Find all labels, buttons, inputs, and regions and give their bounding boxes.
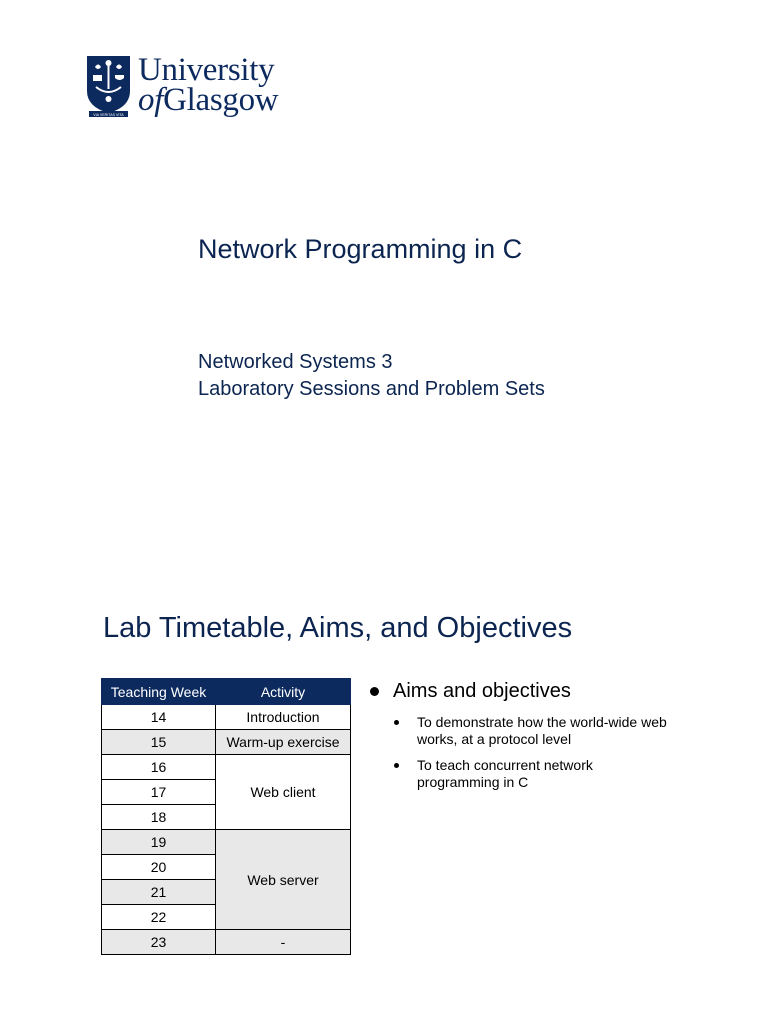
week-cell: 16 — [102, 755, 216, 780]
logo-of: of — [138, 82, 164, 118]
logo-line-2 — [138, 82, 279, 118]
university-crest-icon — [86, 55, 131, 118]
activity-cell: Introduction — [216, 705, 351, 730]
logo-glasgow: Glasgow — [163, 82, 279, 118]
table-row — [102, 930, 351, 955]
week-cell: 21 — [102, 880, 216, 905]
section-title: Lab Timetable, Aims, and Objectives — [103, 612, 573, 644]
week-cell: 18 — [102, 805, 216, 830]
logo-wordmark — [138, 52, 279, 118]
table-row — [102, 730, 351, 755]
week-cell: 20 — [102, 855, 216, 880]
university-logo — [86, 52, 279, 118]
slide-subtitle — [198, 349, 545, 403]
logo-line-1: University — [138, 52, 275, 88]
lab-timetable — [101, 678, 351, 955]
subtitle-line-1: Networked Systems 3 — [198, 351, 393, 373]
bullet-icon — [394, 763, 399, 768]
column-header-week: Teaching Week — [102, 679, 216, 705]
aims-list — [390, 714, 667, 791]
activity-cell: Web client — [216, 755, 351, 830]
list-item — [390, 757, 667, 791]
bullet-icon — [370, 687, 379, 696]
table-row — [102, 830, 351, 855]
bullet-icon — [394, 720, 399, 725]
slide-title: Network Programming in C — [198, 234, 523, 264]
week-cell: 14 — [102, 705, 216, 730]
week-cell: 23 — [102, 930, 216, 955]
aims-heading-text: Aims and objectives — [393, 680, 571, 702]
week-cell: 19 — [102, 830, 216, 855]
week-cell: 17 — [102, 780, 216, 805]
table-header-row — [102, 679, 351, 705]
activity-cell: Web server — [216, 830, 351, 930]
week-cell: 15 — [102, 730, 216, 755]
aims-heading — [370, 680, 667, 703]
week-cell: 22 — [102, 905, 216, 930]
subtitle-line-2: Laboratory Sessions and Problem Sets — [198, 378, 545, 400]
column-header-activity: Activity — [216, 679, 351, 705]
aim-text: To teach concurrent network programming in C — [417, 757, 593, 790]
aims-section — [370, 680, 667, 800]
aim-text: To demonstrate how the world-wide web works, at a protocol level — [417, 714, 667, 747]
activity-cell: Warm-up exercise — [216, 730, 351, 755]
table-row — [102, 705, 351, 730]
table-row — [102, 755, 351, 780]
logo-motto: VIA VERITAS VITA — [93, 113, 124, 117]
list-item — [390, 714, 667, 748]
activity-cell: - — [216, 930, 351, 955]
